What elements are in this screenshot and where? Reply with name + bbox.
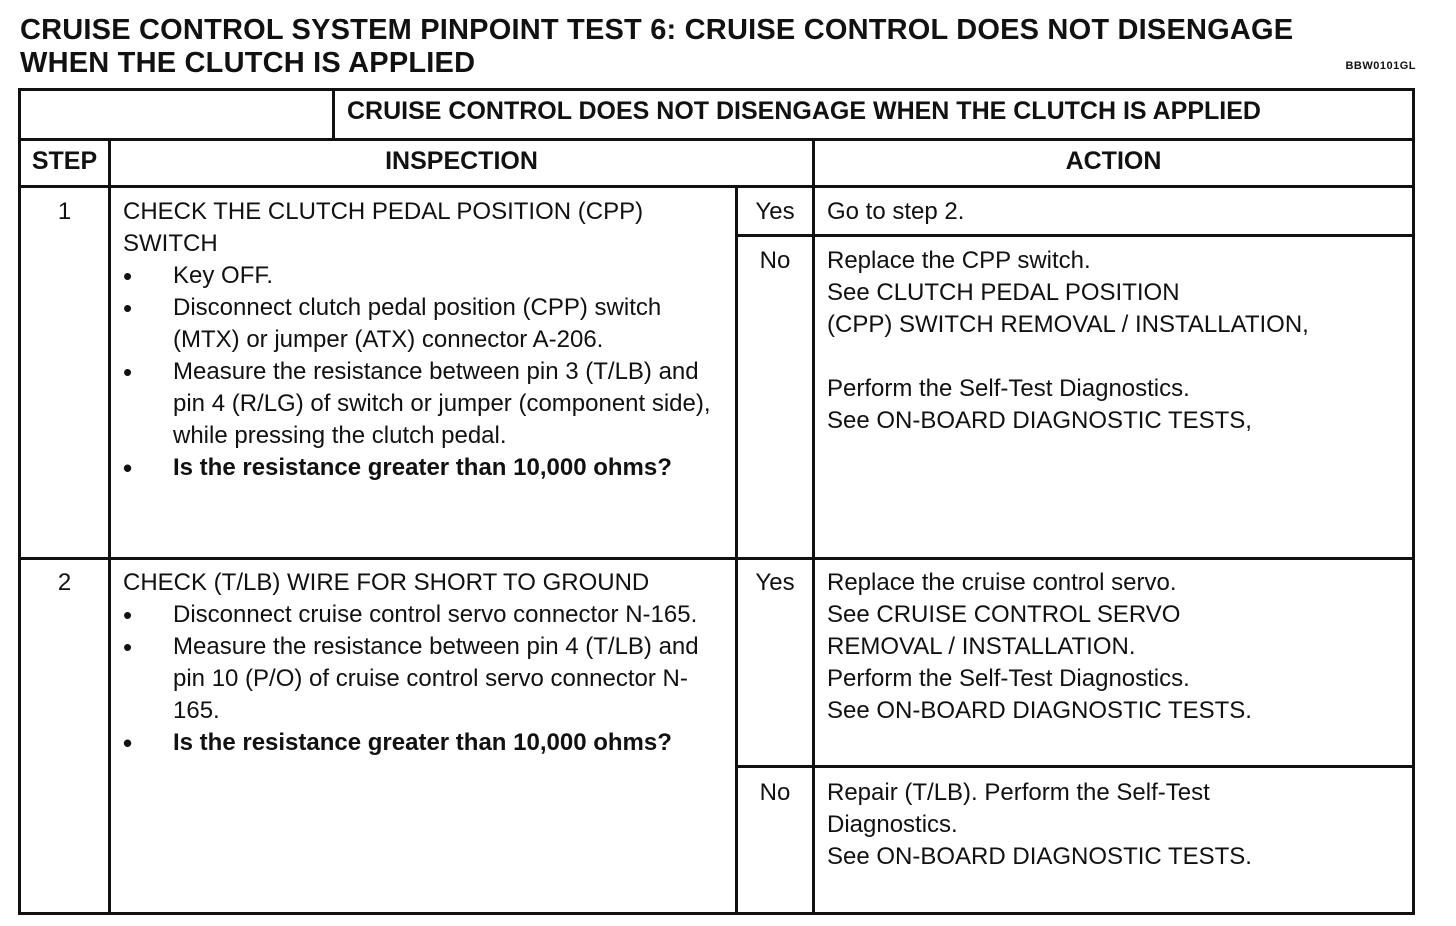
- action-line: Repair (T/LB). Perform the Self-Test: [827, 779, 1210, 806]
- action-line: Replace the cruise control servo.: [827, 569, 1177, 596]
- list-item: • Measure the resistance between pin 4 (T/LB) and pin 10 (P/O) of cruise control servo connector N-165.: [123, 631, 729, 727]
- pinpoint-test-table: [18, 88, 1415, 915]
- step-2-yes-label: Yes: [755, 569, 795, 596]
- divider-subtitle: [21, 138, 1412, 141]
- step-2-yes-action: [827, 567, 1407, 727]
- document-id: BBW0101GL: [1345, 60, 1416, 72]
- spacer: [827, 341, 1407, 373]
- title-line-2: WHEN THE CLUTCH IS APPLIED: [20, 47, 476, 79]
- action-line: See CRUISE CONTROL SERVO: [827, 601, 1181, 628]
- divider-step1: [21, 557, 1412, 560]
- action-line: See ON-BOARD DIAGNOSTIC TESTS,: [827, 407, 1252, 434]
- list-item: • Disconnect clutch pedal position (CPP) switch (MTX) or jumper (ATX) connector A-206.: [123, 292, 729, 356]
- step-2-no-label: No: [759, 779, 791, 806]
- action-line: Diagnostics.: [827, 811, 958, 838]
- step-2-heading: CHECK (T/LB) WIRE FOR SHORT TO GROUND: [123, 569, 650, 596]
- action-line: See ON-BOARD DIAGNOSTIC TESTS.: [827, 843, 1252, 870]
- divider-header: [21, 185, 1412, 188]
- header-inspection: INSPECTION: [385, 147, 538, 175]
- step-1-yes-action: [827, 196, 1407, 228]
- step-1-inspection: [123, 196, 729, 556]
- header-step: STEP: [31, 147, 98, 175]
- step-1-bullets: [123, 260, 729, 484]
- step-1-heading: CHECK THE CLUTCH PEDAL POSITION (CPP) SWITCH: [123, 198, 644, 257]
- step-2-bullets: [123, 599, 729, 759]
- action-line: See ON-BOARD DIAGNOSTIC TESTS.: [827, 697, 1252, 724]
- divider-action-col: [812, 138, 815, 912]
- step-2-no-action: [827, 777, 1407, 873]
- action-line: (CPP) SWITCH REMOVAL / INSTALLATION,: [827, 311, 1309, 338]
- action-line: REMOVAL / INSTALLATION.: [827, 633, 1136, 660]
- action-line: Perform the Self-Test Diagnostics.: [827, 665, 1190, 692]
- action-line: See CLUTCH PEDAL POSITION: [827, 279, 1180, 306]
- step-1-question: • Is the resistance greater than 10,000 ohms?: [123, 452, 729, 484]
- action-line: Replace the CPP switch.: [827, 247, 1091, 274]
- step-number-1: 1: [57, 198, 72, 225]
- divider-step-col: [108, 138, 111, 912]
- header-action: ACTION: [1065, 147, 1162, 175]
- table-subtitle: CRUISE CONTROL DOES NOT DISENGAGE WHEN THE CLUTCH IS APPLIED: [347, 97, 1261, 125]
- step-1-no-action: [827, 245, 1407, 437]
- action-line: Go to step 2.: [827, 198, 965, 225]
- page-title: [20, 14, 1420, 80]
- step-2-inspection: [123, 567, 729, 907]
- list-item: • Key OFF.: [123, 260, 729, 292]
- divider-step2-yes-no: [735, 765, 1412, 768]
- step-number-2: 2: [57, 569, 72, 596]
- step-1-yes-label: Yes: [755, 198, 795, 225]
- step-1-no-label: No: [759, 247, 791, 274]
- list-item: • Measure the resistance between pin 3 (T/LB) and pin 4 (R/LG) of switch or jumper (component side), while pressing the clutch pedal.: [123, 356, 729, 452]
- step-2-question: • Is the resistance greater than 10,000 ohms?: [123, 727, 729, 759]
- list-item: • Disconnect cruise control servo connector N-165.: [123, 599, 729, 631]
- title-line-1: CRUISE CONTROL SYSTEM PINPOINT TEST 6: CRUISE CONTROL DOES NOT DISENGAGE: [20, 14, 1294, 46]
- divider-step1-yes-no: [735, 234, 1412, 237]
- action-line: Perform the Self-Test Diagnostics.: [827, 375, 1190, 402]
